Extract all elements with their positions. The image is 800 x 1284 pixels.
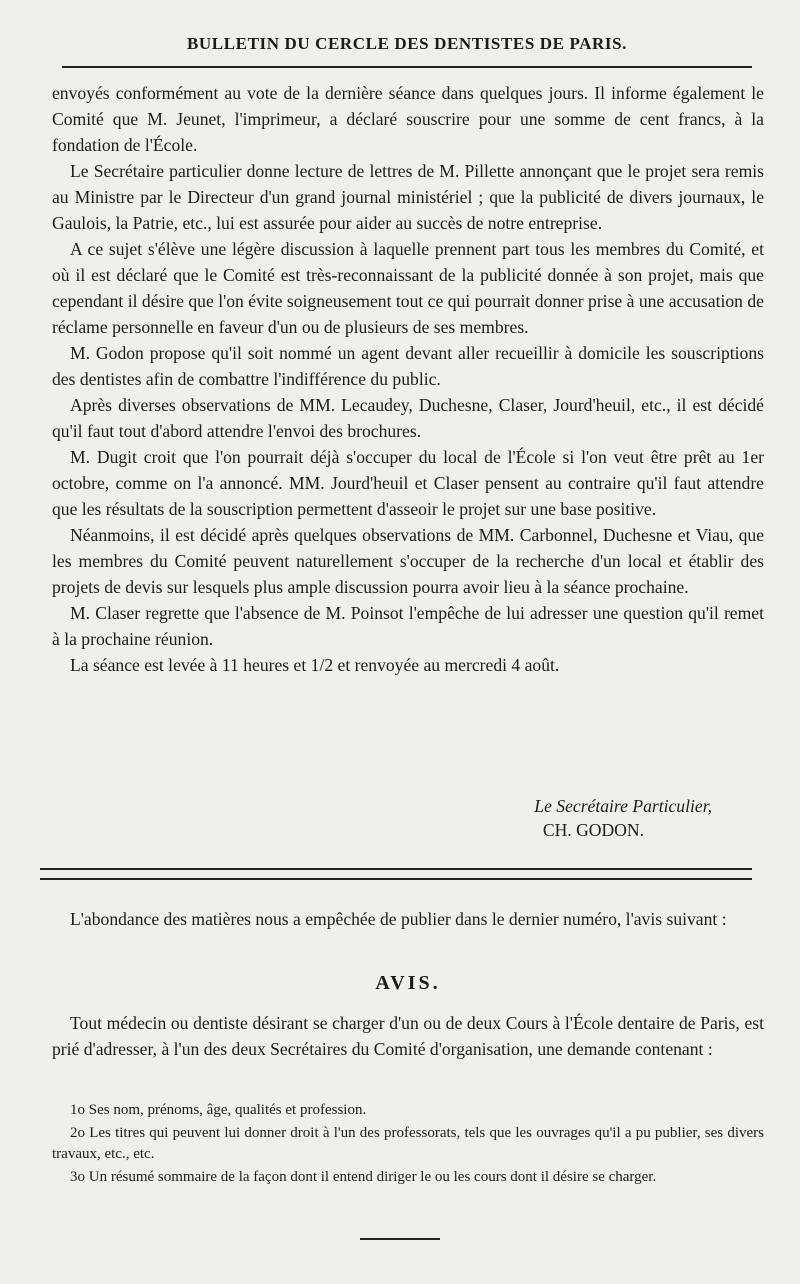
avis-items xyxy=(52,1100,764,1190)
minutes-body xyxy=(52,80,764,678)
avis-paragraph: Tout médecin ou dentiste désirant se charger d'un ou de deux Cours à l'École dentaire de Paris, est prié d'adresser, à l'un des deux Secrétaires du Comité d'organisation, une demande contenant : xyxy=(52,1013,764,1059)
list-item: 3o Un résumé sommaire de la façon dont il entend diriger le ou les cours dont il désire se charger. xyxy=(70,1169,657,1185)
end-rule xyxy=(360,1238,440,1240)
paragraph: Le Secrétaire particulier donne lecture de lettres de M. Pillette annonçant que le projet sera remis au Ministre par le Directeur d'un grand journal ministériel ; que la publicité de divers journaux, le Gaulois, la Patrie, etc., lui est assurée pour aider au succès de notre entreprise. xyxy=(52,161,764,233)
paragraph: M. Godon propose qu'il soit nommé un agent devant aller recueillir à domicile les souscriptions des dentistes afin de combattre l'indifférence du public. xyxy=(52,343,764,389)
page-header: BULLETIN DU CERCLE DES DENTISTES DE PARIS. xyxy=(186,34,628,53)
signature-role: Le Secrétaire Particulier, xyxy=(534,796,712,816)
header-rule xyxy=(62,66,752,68)
paragraph: La séance est levée à 11 heures et 1/2 et renvoyée au mercredi 4 août. xyxy=(70,655,560,675)
list-item: 2o Les titres qui peuvent lui donner droit à l'un des professorats, tels que les ouvrages qu'il a pu publier, ses divers travaux, etc., etc. xyxy=(52,1125,764,1162)
paragraph: M. Dugit croit que l'on pourrait déjà s'occuper du local de l'École si l'on veut être prêt au 1er octobre, comme on l'a annoncé. MM. Jourd'heuil et Claser pensent au contraire qu'il faut attendre que les résultats de la souscription permettent d'asseoir le projet sur une base positive. xyxy=(52,447,764,519)
avis-title: AVIS. xyxy=(375,972,441,994)
section-divider xyxy=(40,868,752,880)
list-item: 1o Ses nom, prénoms, âge, qualités et profession. xyxy=(70,1102,367,1118)
paragraph: A ce sujet s'élève une légère discussion à laquelle prennent part tous les membres du Comité, et où il est déclaré que le Comité est très-reconnaissant de la publicité donnée à son projet, mais que cependant il désire que l'on évite soigneusement tout ce qui pourrait donner prise à une accusation de réclame personnelle en faveur d'un ou de plusieurs de ses membres. xyxy=(52,239,764,337)
paragraph: Après diverses observations de MM. Lecaudey, Duchesne, Claser, Jourd'heuil, etc., il est décidé qu'il faut tout d'abord attendre l'envoi des brochures. xyxy=(52,395,764,441)
notice-text xyxy=(52,906,764,932)
avis-body xyxy=(52,1010,764,1062)
notice-paragraph: L'abondance des matières nous a empêchée de publier dans le dernier numéro, l'avis suivant : xyxy=(70,909,727,929)
signature-name: CH. GODON. xyxy=(542,820,644,840)
paragraph: M. Claser regrette que l'absence de M. Poinsot l'empêche de lui adresser une question qu'il remet à la prochaine réunion. xyxy=(52,603,764,649)
paragraph: Néanmoins, il est décidé après quelques observations de MM. Carbonnel, Duchesne et Viau, que les membres du Comité peuvent naturellement s'occuper de la recherche d'un local et établir des projets de devis sur lesquels plus ample discussion pourra avoir lieu à la séance prochaine. xyxy=(52,525,764,597)
paragraph: envoyés conformément au vote de la dernière séance dans quelques jours. Il informe également le Comité que M. Jeunet, l'imprimeur, a déclaré souscrire pour une somme de cent francs, à la fondation de l'École. xyxy=(52,83,764,155)
